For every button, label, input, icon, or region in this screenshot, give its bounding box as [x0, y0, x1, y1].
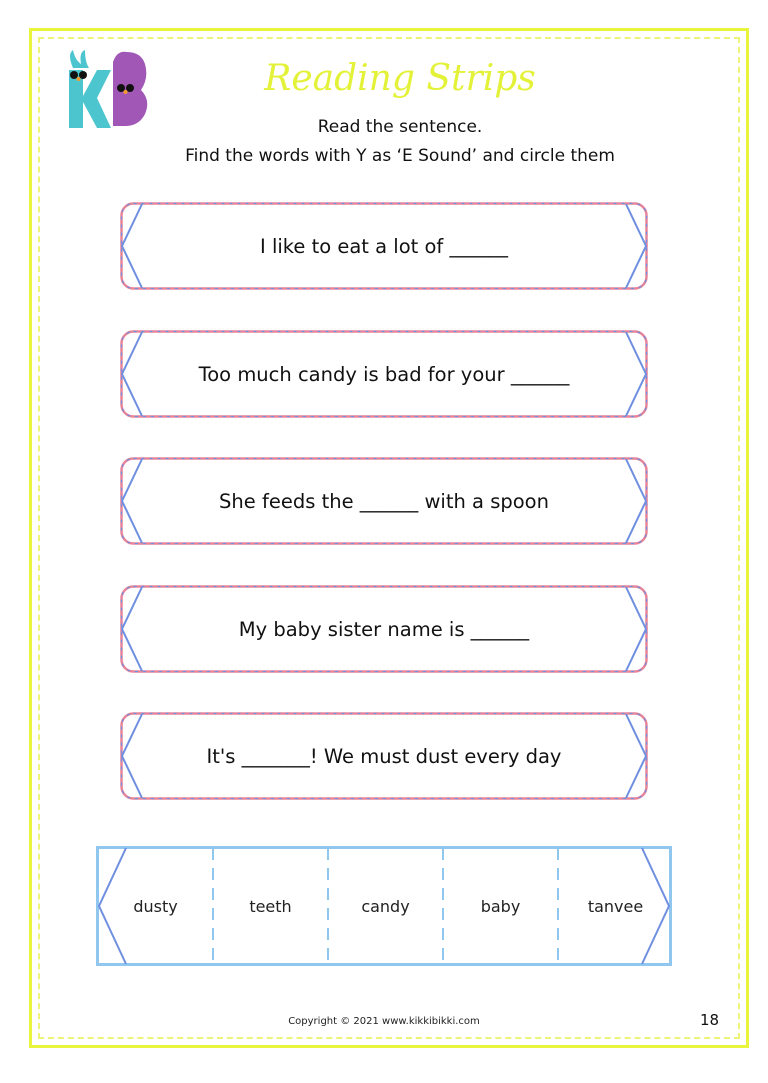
instruction-line-2: Find the words with Y as ‘E Sound’ and circle them	[185, 146, 615, 166]
sentence-text: Too much candy is bad for your ______	[198, 362, 570, 386]
word-card-baby[interactable]: baby	[480, 896, 521, 916]
copyright: Copyright © 2021 www.kikkibikki.com	[288, 1016, 480, 1027]
word-bank	[96, 846, 672, 966]
sentence-text: My baby sister name is ______	[238, 617, 530, 641]
sentence-strip-4	[120, 585, 648, 673]
sentence-strip-2	[120, 330, 648, 418]
worksheet-title: Reading Strips	[264, 58, 536, 99]
page-number: 18	[700, 1011, 720, 1029]
word-card-tanvee[interactable]: tanvee	[587, 896, 644, 916]
sentence-text: I like to eat a lot of ______	[260, 234, 508, 258]
sentence-strip-3	[120, 457, 648, 545]
kikkibikki-logo	[55, 48, 155, 133]
instruction-line-1: Read the sentence.	[317, 117, 483, 137]
sentence-strip-5	[120, 712, 648, 800]
sentence-text: She feeds the ______ with a spoon	[219, 489, 549, 513]
sentence-text: It's _______! We must dust every day	[206, 744, 562, 768]
word-card-candy[interactable]: candy	[361, 896, 410, 916]
word-card-dusty[interactable]: dusty	[133, 896, 178, 916]
word-card-teeth[interactable]: teeth	[249, 896, 292, 916]
sentence-strip-1	[120, 202, 648, 290]
